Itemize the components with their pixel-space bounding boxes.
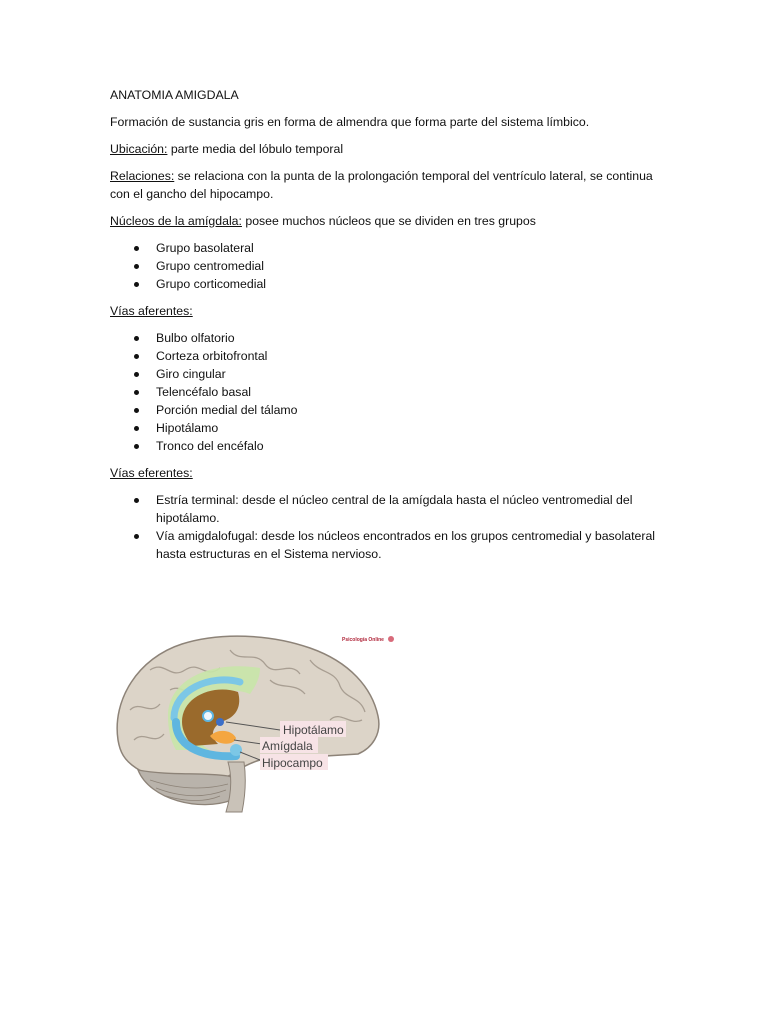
brain-illustration [110, 630, 400, 814]
list-item: Porción medial del tálamo [110, 401, 670, 419]
list-item: Grupo corticomedial [110, 275, 670, 293]
document-title: ANATOMIA AMIGDALA [110, 88, 239, 102]
eferentes-heading [110, 464, 670, 482]
list-item: Grupo centromedial [110, 257, 670, 275]
cerebellum-shape [138, 770, 240, 805]
ubicacion-text: parte media del lóbulo temporal [167, 142, 344, 156]
aferentes-list [110, 329, 670, 455]
eferentes-list [110, 491, 670, 563]
list-item: Corteza orbitofrontal [110, 347, 670, 365]
list-item: Giro cingular [110, 365, 670, 383]
document-body [110, 86, 670, 572]
hippocampus-tail [230, 744, 242, 756]
list-item: Estría terminal: desde el núcleo central de la amígdala hasta el núcleo ventromedial del hipotálamo. [110, 491, 670, 527]
eferentes-label: Vías eferentes: [110, 466, 193, 480]
list-item: Bulbo olfatorio [110, 329, 670, 347]
list-item: Tronco del encéfalo [110, 437, 670, 455]
brain-logo-icon [388, 636, 394, 642]
cerebrum-shape [117, 636, 379, 782]
label-hipocampo: Hipocampo [262, 756, 323, 770]
nucleos-paragraph [110, 212, 670, 230]
aferentes-heading [110, 302, 670, 320]
list-item: Grupo basolateral [110, 239, 670, 257]
label-amigdala: Amígdala [262, 739, 313, 753]
intro-paragraph: Formación de sustancia gris en forma de almendra que forma parte del sistema límbico. [110, 115, 590, 129]
list-item: Telencéfalo basal [110, 383, 670, 401]
mammillary-body [203, 711, 213, 721]
ubicacion-label: Ubicación: [110, 142, 168, 156]
nucleos-label: Núcleos de la amígdala: [110, 214, 242, 228]
nucleos-text: posee muchos núcleos que se dividen en tres grupos [241, 214, 536, 228]
relaciones-text: se relaciona con la punta de la prolongación temporal del ventrículo lateral, se continua con el gancho del hipocampo. [110, 169, 653, 201]
label-hipotalamo: Hipotálamo [283, 723, 344, 737]
list-item: Hipotálamo [110, 419, 670, 437]
nucleos-list [110, 239, 670, 293]
psicologia-online-logo: Psicología Online [342, 637, 384, 643]
aferentes-label: Vías aferentes: [110, 304, 193, 318]
relaciones-label: Relaciones: [110, 169, 175, 183]
list-item: Vía amigdalofugal: desde los núcleos encontrados en los grupos centromedial y basolateral hasta estructuras en el Sistema nervioso. [110, 527, 670, 563]
relaciones-paragraph [110, 167, 670, 203]
brain-diagram [110, 630, 400, 814]
ubicacion-paragraph [110, 140, 670, 158]
hypothalamus-shape [216, 718, 224, 726]
